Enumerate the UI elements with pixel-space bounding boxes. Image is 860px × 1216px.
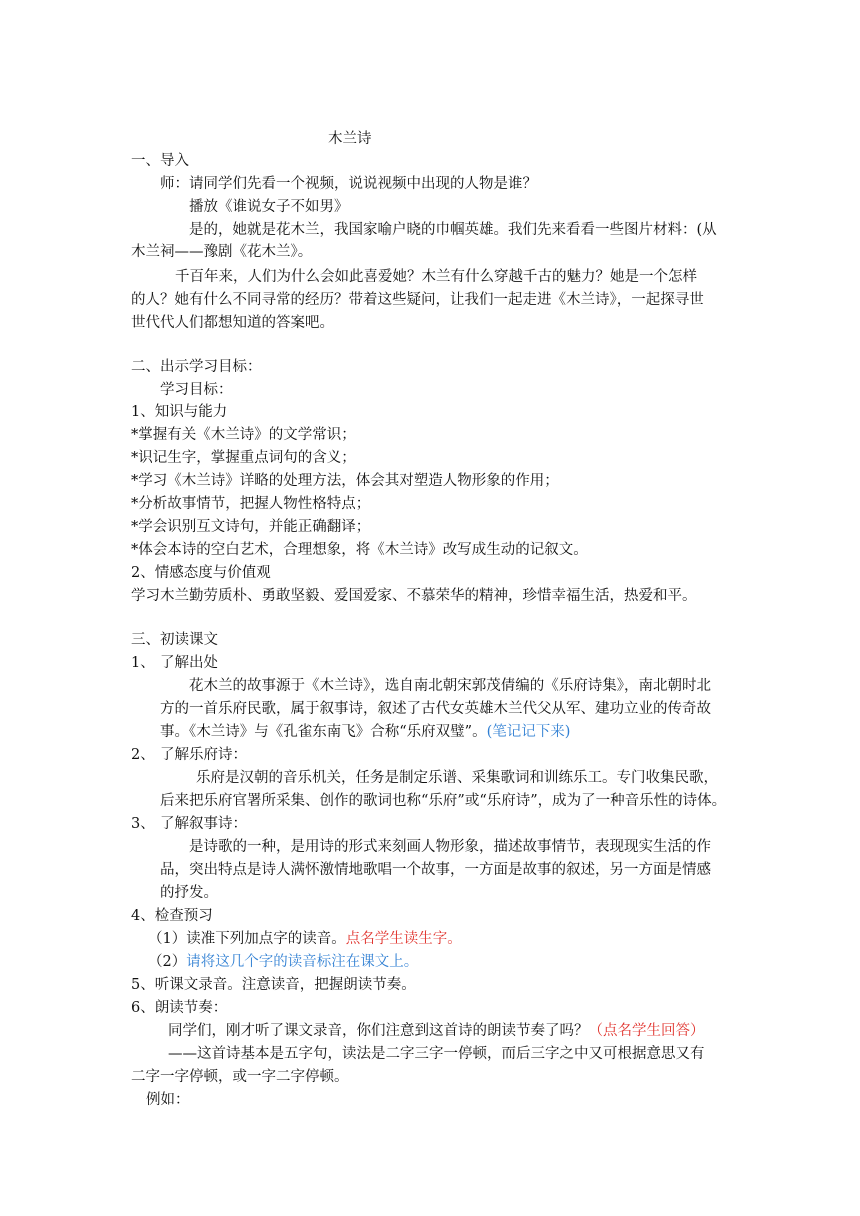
subheading: 1、知识与能力 [131,404,228,420]
paragraph-line [148,951,418,973]
subheading: 2、情感态度与价值观 [131,565,271,581]
list-item: *识记生字，掌握重点词句的含义； [131,450,356,466]
paragraph-text: 事。《木兰诗》与《孔雀东南飞》合称“乐府双璧”。 [160,724,487,740]
paragraph-line: 师：请同学们先看一个视频，说说视频中出现的人物是谁？ [160,176,537,192]
paragraph-line: 学习木兰勤劳质朴、勇敢坚毅、爱国爱家、不慕荣华的精神，珍惜幸福生活，热爱和平。 [131,588,697,604]
paragraph-line: 二字一字停顿，或一字二字停顿。 [131,1069,349,1085]
section-heading-intro: 一、导入 [131,153,189,169]
list-number: 1、 [131,655,155,671]
paragraph-line: 例如： [146,1092,190,1108]
list-number: 3、 [131,816,155,832]
paragraph-line: ——这首诗基本是五字句，读法是二字三字一停顿，而后三字之中又可根据意思又有 [168,1046,705,1062]
paragraph-text: 同学们，刚才听了课文录音，你们注意到这首诗的朗读节奏了吗？ [168,1023,589,1039]
subheading: 了解乐府诗： [160,747,247,763]
note-annotation: 请将这几个字的读音标注在课文上。 [186,954,419,970]
paragraph-text: （1）读准下列加点字的读音。 [148,931,346,947]
paragraph-line: 播放《谁说女子不如男》 [189,199,349,215]
teacher-instruction: （点名学生回答） [588,1023,705,1039]
paragraph-line: 的人？她有什么不同寻常的经历？带着这些疑问，让我们一起走进《木兰诗》，一起探寻世 [131,292,704,308]
list-item: *学会识别互文诗句，并能正确翻译； [131,519,371,535]
paragraph-line: 花木兰的故事源于《木兰诗》，选自南北朝宋郭茂倩编的《乐府诗集》，南北朝时北 [189,678,711,694]
paragraph-line: 学习目标： [160,382,233,398]
paragraph-line: 品，突出特点是诗人满怀激情地歌唱一个故事，一方面是故事的叙述，另一方面是情感 [160,862,711,878]
subheading: 6、朗读节奏： [131,1000,228,1016]
paragraph-line: 后来把乐府官署所采集、创作的歌词也称“乐府”或“乐府诗”，成为了一种音乐性的诗体。 [160,793,727,809]
list-item: *分析故事情节，把握人物性格特点； [131,496,371,512]
subheading: 5、听课文录音。注意读音，把握朗读节奏。 [131,977,416,993]
paragraph-line: 世代代人们都想知道的答案吧。 [131,315,334,331]
list-item: *学习《木兰诗》详略的处理方法，体会其对塑造人物形象的作用； [131,473,559,489]
paragraph-line: 方的一首乐府民歌，属于叙事诗，叙述了古代女英雄木兰代父从军、建功立业的传奇故 [160,701,711,717]
paragraph-line: 是诗歌的一种，是用诗的形式来刻画人物形象，描述故事情节，表现现实生活的作 [189,839,711,855]
note-annotation: (笔记记下来) [486,724,571,740]
section-heading-goals: 二、出示学习目标： [131,359,262,375]
list-item: *体会本诗的空白艺术，合理想象，将《木兰诗》改写成生动的记叙文。 [131,542,588,558]
list-number: 2、 [131,747,155,763]
subheading: 4、检查预习 [131,908,213,924]
paragraph-line: 的抒发。 [160,885,218,901]
document-title: 木兰诗 [328,131,372,147]
paragraph-line [168,1020,705,1042]
paragraph-line: 千百年来，人们为什么会如此喜爱她？木兰有什么穿越千古的魅力？她是一个怎样 [175,269,697,285]
paragraph-line: 木兰祠——豫剧《花木兰》。 [131,244,313,260]
paragraph-text: （2） [148,954,187,970]
paragraph-line [160,721,570,743]
section-heading-reading: 三、初读课文 [131,632,218,648]
subheading: 了解叙事诗： [160,816,247,832]
subheading: 了解出处 [160,655,218,671]
teacher-instruction: 点名学生读生字。 [345,931,462,947]
paragraph-line: 乐府是汉朝的音乐机关，任务是制定乐谱、采集歌词和训练乐工。专门收集民歌， [196,770,718,786]
list-item: *掌握有关《木兰诗》的文学常识； [131,427,356,443]
paragraph-line [148,928,462,950]
paragraph-line: 是的，她就是花木兰，我国家喻户晓的巾帼英雄。我们先来看看一些图片材料：(从 [189,222,717,238]
